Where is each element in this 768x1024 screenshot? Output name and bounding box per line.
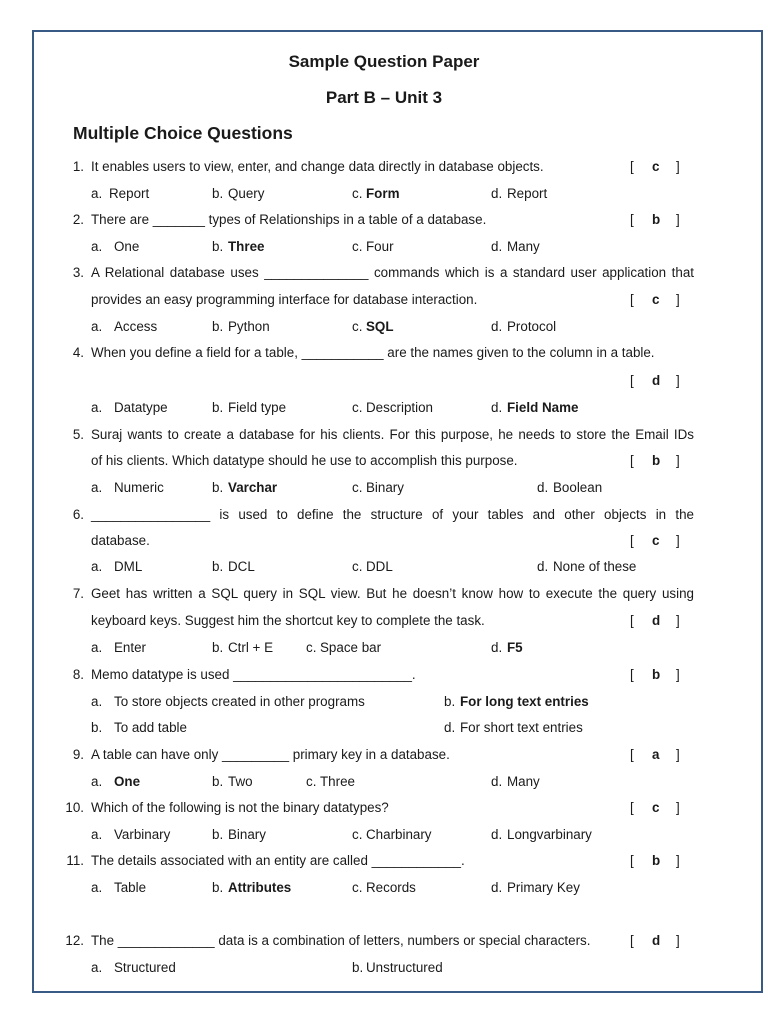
option-b: Unstructured [366, 960, 443, 975]
paper-title: Sample Question Paper [288, 52, 480, 71]
option-b: Two [228, 774, 253, 789]
section-heading: Multiple Choice Questions [73, 123, 293, 143]
question-text: When you define a field for a table, ___________ are the names given to the column in a table. [91, 345, 655, 360]
option-d: Many [507, 239, 540, 254]
option-a: Datatype [114, 400, 168, 415]
question-number: 1. [72, 159, 84, 174]
option-b: For long text entries [460, 694, 589, 709]
question-6: 6. ________________ is used to define the structure of your tables and other objects in the [0, 504, 768, 526]
question-text: provides an easy programming interface for database interaction. [91, 292, 478, 307]
option-d: Primary Key [507, 880, 580, 895]
options-2: a. One b. Three c. Four d. Many [0, 236, 768, 258]
option-a: Enter [114, 640, 147, 655]
question-text: The details associated with an entity are called ____________. [91, 853, 465, 868]
question-text: A Relational database uses ______________ commands which is a standard user application that [91, 265, 694, 280]
question-3: 3. A Relational database uses ______________ commands which is a standard user application that [0, 262, 768, 284]
option-c: Three [320, 774, 355, 789]
question-text: Suraj wants to create a database for his clients. For this purpose, he needs to store the Email IDs [91, 427, 694, 442]
options-4: a. Datatype b. Field type c. Description d. Field Name [0, 397, 768, 419]
options-12: a. Structured b. Unstructured [0, 957, 768, 979]
option-c: Four [366, 239, 394, 254]
question-11: 11. The details associated with an entity are called ____________. [ b ] [0, 850, 768, 872]
option-d: Report [507, 186, 548, 201]
option-c: Binary [366, 480, 404, 495]
question-5-cont: of his clients. Which datatype should he use to accomplish this purpose. [ b ] [0, 450, 768, 472]
option-a: Table [114, 880, 147, 895]
question-3-cont: provides an easy programming interface for database interaction. [ c ] [0, 289, 768, 311]
options-11: a. Table b. Attributes c. Records d. Primary Key [0, 877, 768, 899]
question-12: 12. The _____________ data is a combination of letters, numbers or special characters. [ d ] [0, 930, 768, 952]
option-a: One [114, 239, 140, 254]
option-d: For short text entries [460, 720, 583, 735]
option-d: Many [507, 774, 540, 789]
option-c: Records [366, 880, 416, 895]
answer-letter: d [652, 373, 661, 388]
answer-letter: c [652, 292, 660, 307]
option-d: None of these [553, 559, 637, 574]
options-8b: b. To add table d. For short text entries [0, 717, 768, 739]
question-text: of his clients. Which datatype should he use to accomplish this purpose. [91, 453, 518, 468]
option-b: Field type [228, 400, 287, 415]
option-b: Attributes [228, 880, 292, 895]
option-c: Form [366, 186, 400, 201]
answer-letter: c [652, 159, 660, 174]
option-b: Three [228, 239, 265, 254]
answer-letter: d [652, 933, 661, 948]
question-6-cont: database. [ c ] [0, 530, 768, 552]
option-d: F5 [507, 640, 523, 655]
question-text: A table can have only _________ primary key in a database. [91, 747, 450, 762]
option-c: Charbinary [366, 827, 432, 842]
question-10: 10. Which of the following is not the binary datatypes? [ c ] [0, 797, 768, 819]
option-a: Structured [114, 960, 176, 975]
question-text: There are _______ types of Relationships in a table of a database. [91, 212, 487, 227]
answer-letter: b [652, 453, 661, 468]
option-d: Protocol [507, 319, 557, 334]
question-text: keyboard keys. Suggest him the shortcut key to complete the task. [91, 613, 485, 628]
option-d: Field Name [507, 400, 579, 415]
paper-subtitle: Part B – Unit 3 [325, 88, 443, 107]
option-a: Numeric [114, 480, 164, 495]
option-a: To store objects created in other programs [114, 694, 365, 709]
option-b: Ctrl + E [228, 640, 274, 655]
options-8a: a. To store objects created in other programs b. For long text entries [0, 691, 768, 713]
question-text: Memo datatype is used ________________________. [91, 667, 416, 682]
options-9: a. One b. Two c. Three d. Many [0, 771, 768, 793]
option-b: Binary [228, 827, 266, 842]
option-a: DML [114, 559, 143, 574]
question-text: Geet has written a SQL query in SQL view. But he doesn’t know how to execute the query using [91, 586, 694, 601]
answer-letter: d [652, 613, 661, 628]
question-8: 8. Memo datatype is used ________________________. [ b ] [0, 664, 768, 686]
options-6: a. DML b. DCL c. DDL d. None of these [0, 556, 768, 578]
option-b: DCL [228, 559, 255, 574]
answer-letter: b [652, 212, 661, 227]
answer-letter: b [652, 853, 661, 868]
question-4: 4. When you define a field for a table, ___________ are the names given to the column in a table. [0, 342, 768, 364]
question-1: 1. It enables users to view, enter, and change data directly in database objects. [ c ] [0, 156, 768, 178]
question-9: 9. A table can have only _________ primary key in a database. [ a ] [0, 744, 768, 766]
options-1: a. Report b. Query c. Form d. Report [0, 183, 768, 205]
question-text: ________________ is used to define the structure of your tables and other objects in the [91, 507, 694, 522]
question-text: database. [91, 533, 150, 548]
question-7: 7. Geet has written a SQL query in SQL view. But he doesn’t know how to execute the query using [0, 583, 768, 605]
question-text: Which of the following is not the binary datatypes? [91, 800, 389, 815]
options-10: a. Varbinary b. Binary c. Charbinary d. Longvarbinary [0, 824, 768, 846]
answer-letter: a [652, 747, 660, 762]
option-b2: To add table [114, 720, 187, 735]
option-c: SQL [366, 319, 394, 334]
question-2: 2. There are _______ types of Relationships in a table of a database. [ b ] [0, 209, 768, 231]
options-5: a. Numeric b. Varchar c. Binary d. Boolean [0, 477, 768, 499]
option-c: Space bar [320, 640, 382, 655]
option-a: Access [114, 319, 158, 334]
option-b: Varchar [228, 480, 278, 495]
option-a: Report [109, 186, 150, 201]
question-4-answer: [ d ] [0, 370, 768, 392]
question-7-cont: keyboard keys. Suggest him the shortcut key to complete the task. [ d ] [0, 610, 768, 632]
option-d: Longvarbinary [507, 827, 592, 842]
option-b: Python [228, 319, 270, 334]
answer-letter: b [652, 667, 661, 682]
option-a: Varbinary [114, 827, 171, 842]
option-c: Description [366, 400, 433, 415]
question-text: It enables users to view, enter, and change data directly in database objects. [91, 159, 544, 174]
options-7: a. Enter b. Ctrl + E c. Space bar d. F5 [0, 637, 768, 659]
option-b: Query [228, 186, 265, 201]
question-5: 5. Suraj wants to create a database for his clients. For this purpose, he needs to store the Email IDs [0, 424, 768, 446]
answer-letter: c [652, 800, 660, 815]
option-d: Boolean [553, 480, 603, 495]
answer-letter: c [652, 533, 660, 548]
option-c: DDL [366, 559, 393, 574]
question-text: The _____________ data is a combination of letters, numbers or special characters. [91, 933, 591, 948]
options-3: a. Access b. Python c. SQL d. Protocol [0, 316, 768, 338]
option-a: One [114, 774, 141, 789]
